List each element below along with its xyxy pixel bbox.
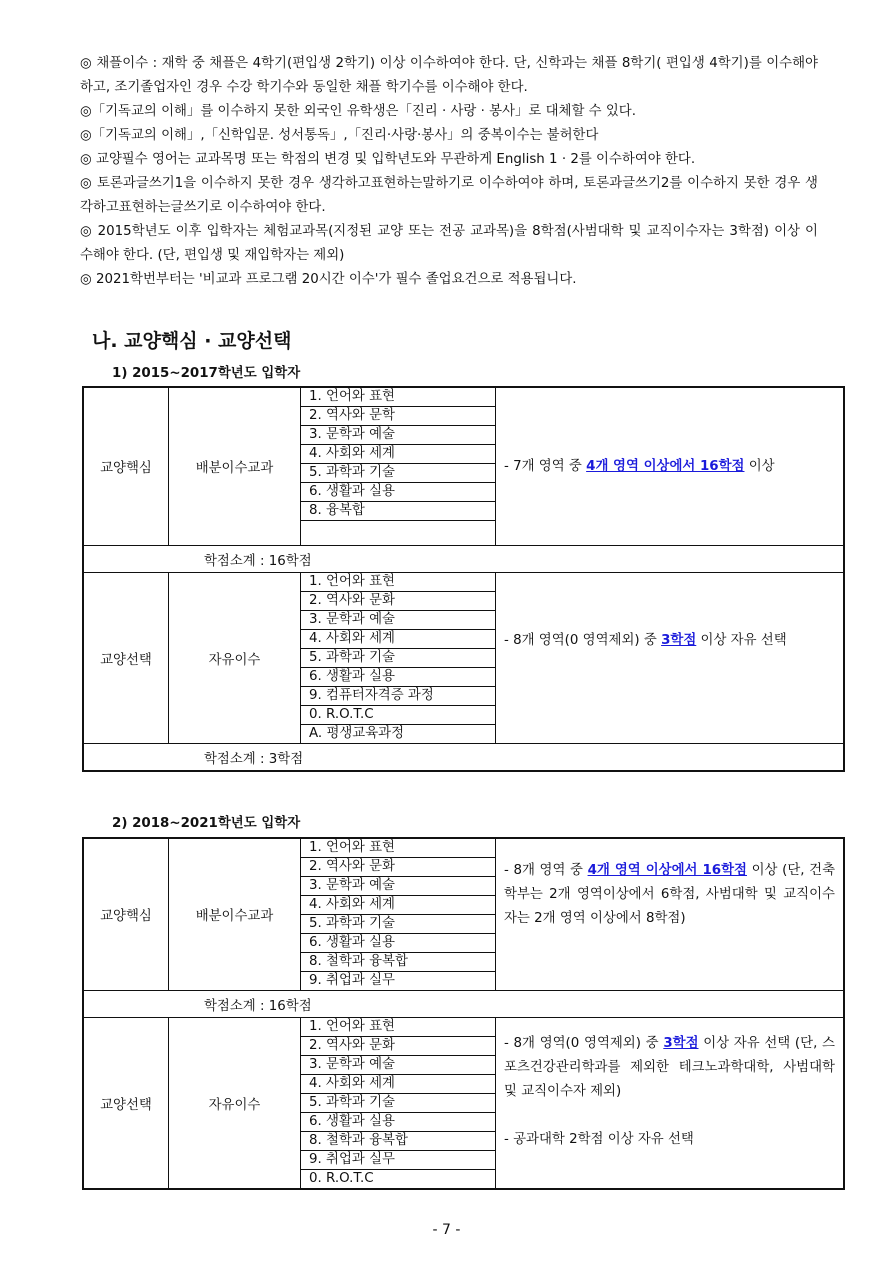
area-cell: 4. 사회와 세계 xyxy=(301,1075,496,1094)
subtotal-row: 학점소계 : 3학점 xyxy=(83,744,844,772)
type-cell: 자유이수 xyxy=(169,1018,301,1190)
note-chapel: ◎ 채플이수 : 재학 중 채플은 4학기(편입생 2학기) 이상 이수하여야 한다. 단, 신학과는 채플 8학기( 편입생 4학기)를 이수해야 하고, 조기졸업자인 경우 수강 학기수와 동일한 채플 학기수를 이수해야 한다. xyxy=(80,56,818,95)
notes-block xyxy=(80,52,818,292)
area-cell: 3. 문학과 예술 xyxy=(301,1056,496,1075)
area-cell: 5. 과학과 기술 xyxy=(301,915,496,934)
table1-title: 1) 2015~2017학년도 입학자 xyxy=(112,366,301,381)
area-cell: 2. 역사와 문학 xyxy=(301,407,496,426)
type-cell: 자유이수 xyxy=(169,573,301,744)
area-cell: 9. 취업과 실무 xyxy=(301,972,496,991)
category-cell: 교양핵심 xyxy=(83,387,169,546)
area-cell: 8. 철학과 융복합 xyxy=(301,953,496,972)
desc-main xyxy=(504,1032,835,1104)
area-cell: 4. 사회와 세계 xyxy=(301,896,496,915)
area-cell: 1. 언어와 표현 xyxy=(301,838,496,858)
note-extracurricular: ◎ 2021학번부터는 '비교과 프로그램 20시간 이수'가 필수 졸업요건으로 적용됩니다. xyxy=(80,272,577,287)
area-cell: 5. 과학과 기술 xyxy=(301,1094,496,1113)
area-cell: 4. 사회와 세계 xyxy=(301,630,496,649)
area-cell: 9. 취업과 실무 xyxy=(301,1151,496,1170)
desc-highlight: 4개 영역 이상에서 16학점 xyxy=(586,458,745,474)
area-cell: 4. 사회와 세계 xyxy=(301,445,496,464)
desc-pre: - 7개 영역 중 xyxy=(504,458,587,474)
desc-pre: - 8개 영역(0 영역제외) 중 xyxy=(504,1036,664,1051)
note-christianity-substitute: ◎「기독교의 이해」를 이수하지 못한 외국인 유학생은「진리 · 사랑 · 봉사」로 대체할 수 있다. xyxy=(80,104,636,119)
type-cell: 배분이수교과 xyxy=(169,838,301,991)
category-cell: 교양선택 xyxy=(83,1018,169,1190)
desc-post: 이상 자유 선택 xyxy=(696,633,787,648)
area-cell: 3. 문학과 예술 xyxy=(301,611,496,630)
area-cell: 1. 언어와 표현 xyxy=(301,573,496,592)
area-cell: 6. 생활과 실용 xyxy=(301,934,496,953)
note-english: ◎ 교양필수 영어는 교과목명 또는 학점의 변경 및 입학년도와 무관하게 English 1 · 2를 이수하여야 한다. xyxy=(80,152,696,167)
area-cell: 8. 융복합 xyxy=(301,502,496,521)
area-cell: 0. R.O.T.C xyxy=(301,706,496,725)
area-cell: 6. 생활과 실용 xyxy=(301,668,496,687)
description-cell xyxy=(496,573,845,744)
area-cell: 6. 생활과 실용 xyxy=(301,1113,496,1132)
desc-highlight: 3학점 xyxy=(663,1036,699,1051)
area-cell: 2. 역사와 문화 xyxy=(301,592,496,611)
area-cell: 5. 과학과 기술 xyxy=(301,464,496,483)
desc-post: 이상 자유 선택 (단, 스포츠건강관리학과를 제외한 테크노과학대학, 사범대학 및 교직이수자 제외) xyxy=(504,1036,835,1099)
note-experience-course: ◎ 2015학년도 이후 입학자는 체험교과목(지정된 교양 또는 전공 교과목)을 8학점(사범대학 및 교직이수자는 3학점) 이상 이수해야 한다. (단, 편입생 및 재입학자는 제외) xyxy=(80,224,818,263)
area-cell: A. 평생교육과정 xyxy=(301,725,496,744)
area-cell: 2. 역사와 문화 xyxy=(301,858,496,877)
desc-post: 이상 (단, 건축학부는 2개 영역이상에서 6학점, 사범대학 및 교직이수자는 2개 영역 이상에서 8학점) xyxy=(504,863,835,926)
desc-post: 이상 xyxy=(744,458,775,474)
area-cell: 3. 문학과 예술 xyxy=(301,877,496,896)
area-cell: 1. 언어와 표현 xyxy=(301,387,496,407)
table2-title: 2) 2018~2021학년도 입학자 xyxy=(112,816,301,831)
area-cell: 0. R.O.T.C xyxy=(301,1170,496,1190)
note-duplicate-course: ◎「기독교의 이해」,「신학입문. 성서통독」,「진리·사랑·봉사」의 중복이수는 불허한다 xyxy=(80,128,599,143)
desc-highlight: 4개 영역 이상에서 16학점 xyxy=(587,863,747,878)
description-cell xyxy=(496,1018,845,1190)
description-cell xyxy=(496,838,845,991)
type-cell: 배분이수교과 xyxy=(169,387,301,546)
area-cell: 8. 철학과 융복합 xyxy=(301,1132,496,1151)
area-cell-empty xyxy=(301,521,496,546)
table-2015-2017 xyxy=(82,386,845,772)
table-2018-2021 xyxy=(82,837,845,1190)
area-cell: 9. 컴퓨터자격증 과정 xyxy=(301,687,496,706)
category-cell: 교양선택 xyxy=(83,573,169,744)
desc-engineering: - 공과대학 2학점 이상 자유 선택 xyxy=(504,1132,694,1147)
area-cell: 6. 생활과 실용 xyxy=(301,483,496,502)
area-cell: 3. 문학과 예술 xyxy=(301,426,496,445)
section-title: 나. 교양핵심 · 교양선택 xyxy=(92,330,292,352)
area-cell: 5. 과학과 기술 xyxy=(301,649,496,668)
note-writing: ◎ 토론과글쓰기1을 이수하지 못한 경우 생각하고표현하는말하기로 이수하여야 하며, 토론과글쓰기2를 이수하지 못한 경우 생각하고표현하는글쓰기로 이수하여야 한다. xyxy=(80,176,818,215)
subtotal-row: 학점소계 : 16학점 xyxy=(83,991,844,1018)
desc-pre: - 8개 영역 중 xyxy=(504,863,588,878)
desc-highlight: 3학점 xyxy=(661,633,697,648)
page-number: - 7 - xyxy=(432,1222,461,1238)
category-cell: 교양핵심 xyxy=(83,838,169,991)
area-cell: 1. 언어와 표현 xyxy=(301,1018,496,1037)
desc-pre: - 8개 영역(0 영역제외) 중 xyxy=(504,633,662,648)
subtotal-row: 학점소계 : 16학점 xyxy=(83,546,844,573)
area-cell: 2. 역사와 문화 xyxy=(301,1037,496,1056)
description-cell xyxy=(496,387,845,546)
